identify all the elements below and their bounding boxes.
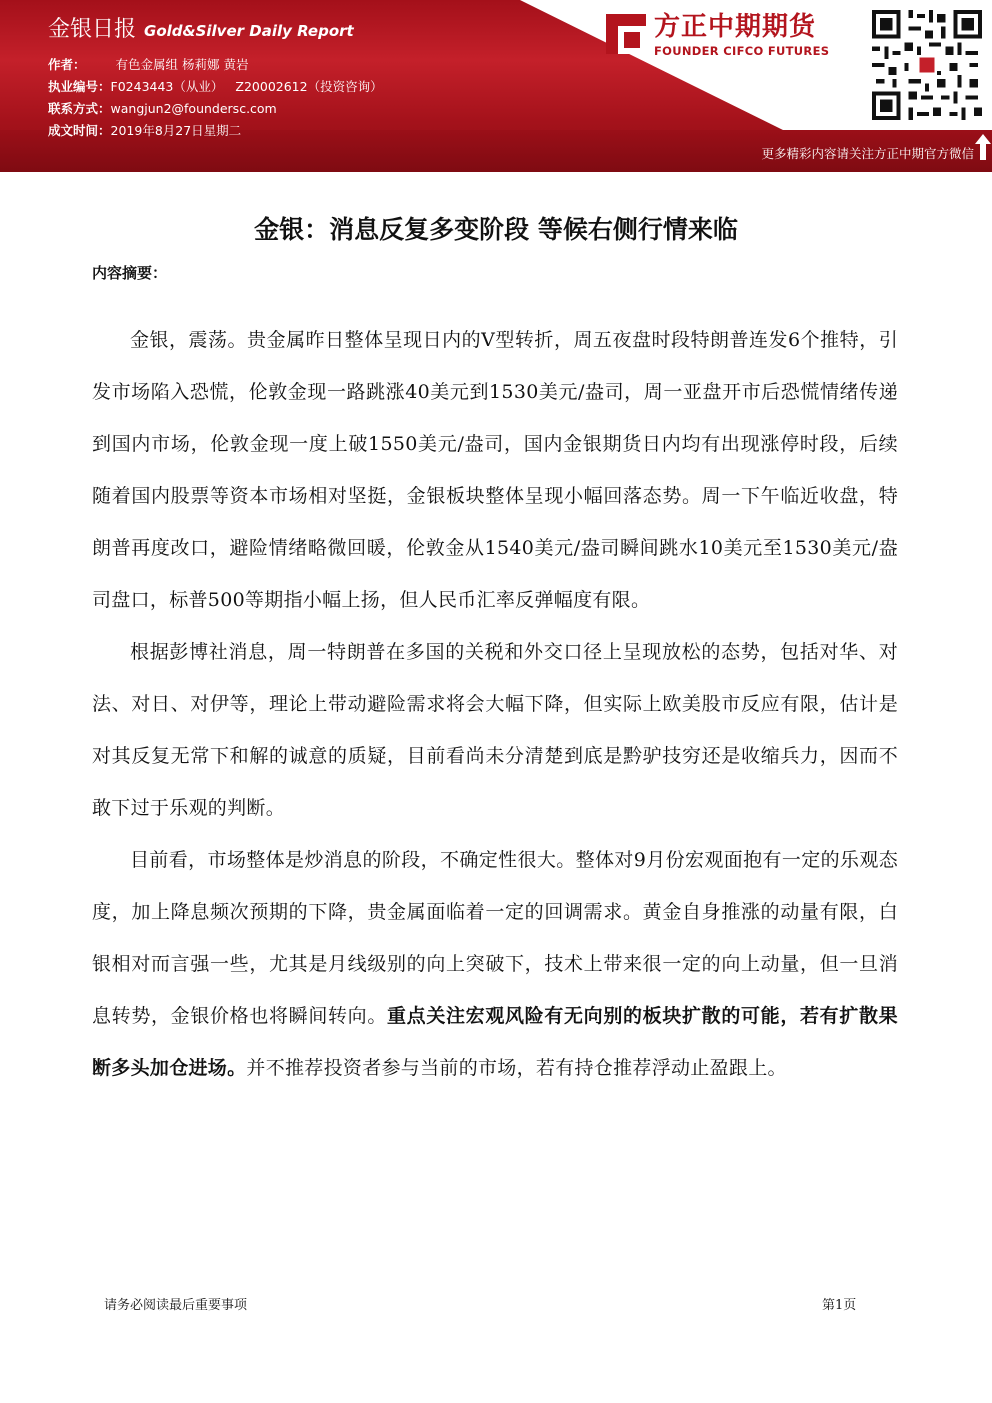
date-label: 成文时间： [48, 123, 111, 138]
paragraph-3-end: 并不推荐投资者参与当前的市场，若有持仓推荐浮动止盈跟上。 [246, 1057, 787, 1079]
license-value-2: Z20002612（投资咨询） [235, 79, 383, 94]
paragraph-2: 根据彭博社消息，周一特朗普在多国的关税和外交口径上呈现放松的态势，包括对华、对法、对日、对伊等，理论上带动避险需求将会大幅下降，但实际上欧美股市反应有限，估计是对其反复无常下和解的诚意的质疑，目前看尚未分清楚到底是黔驴技穷还是收缩兵力，因而不敢下过于乐观的判断。 [92, 641, 898, 819]
report-meta [48, 54, 383, 142]
follow-wechat-text: 更多精彩内容请关注方正中期官方微信 [761, 146, 974, 161]
report-header [0, 0, 992, 172]
paragraph-3-bold: 重点关注宏观风险有无向别的板块扩散的可能，若有扩散果断多头加仓进场。 [92, 1005, 898, 1079]
contact-value: wangjun2@foundersc.com [110, 101, 277, 116]
license-row [48, 76, 383, 98]
paragraph-3 [92, 834, 898, 1094]
document-body [92, 314, 898, 1094]
logo-mark-icon [606, 14, 646, 54]
document-title: 金银：消息反复多变阶段 等候右侧行情来临 [254, 215, 738, 244]
date-value: 2019年8月27日星期二 [110, 123, 242, 138]
paragraph-3-start: 目前看，市场整体是炒消息的阶段，不确定性很大。整体对9月份宏观面抱有一定的乐观态度，加上降息频次预期的下降，贵金属面临着一定的回调需求。黄金自身推涨的动量有限，白银相对而言强一些，尤其是月线级别的向上突破下，技术上带来很一定的向上动量，但一旦消息转势，金银价格也将瞬间转向。 [92, 849, 898, 1027]
footer-notice: 请务必阅读最后重要事项 [104, 1298, 248, 1313]
abstract-label: 内容摘要： [92, 264, 168, 282]
author-value: 有色金属组 杨莉娜 黄岩 [115, 57, 249, 72]
logo-name-en: FOUNDER CIFCO FUTURES [654, 44, 830, 58]
license-label: 执业编号： [48, 79, 111, 94]
date-row [48, 120, 383, 142]
page-number: 第1页 [822, 1298, 857, 1313]
qr-code-icon [866, 4, 988, 126]
author-label: 作者： [48, 57, 86, 72]
author-row [48, 54, 383, 76]
contact-row [48, 98, 383, 120]
license-value-1: F0243443（从业） [110, 79, 224, 94]
logo-name-cn: 方正中期期货 [654, 12, 817, 42]
report-title-cn: 金银日报 [48, 17, 137, 42]
paragraph-1: 金银，震荡。贵金属昨日整体呈现日内的V型转折，周五夜盘时段特朗普连发6个推特，引发市场陷入恐慌，伦敦金现一路跳涨40美元到1530美元/盎司，周一亚盘开市后恐慌情绪传递到国内市场，伦敦金现一度上破1550美元/盎司，国内金银期货日内均有出现涨停时段，后续随着国内股票等资本市场相对坚挺，金银板块整体呈现小幅回落态势。周一下午临近收盘，特朗普再度改口，避险情绪略微回暖，伦敦金从1540美元/盎司瞬间跳水10美元至1530美元/盎司盘口，标普500等期指小幅上扬，但人民币汇率反弹幅度有限。 [92, 329, 898, 611]
up-arrow-icon [975, 134, 991, 160]
report-title [48, 12, 354, 43]
company-logo [606, 12, 829, 58]
report-title-en: Gold&Silver Daily Report [144, 22, 354, 40]
contact-label: 联系方式： [48, 101, 111, 116]
